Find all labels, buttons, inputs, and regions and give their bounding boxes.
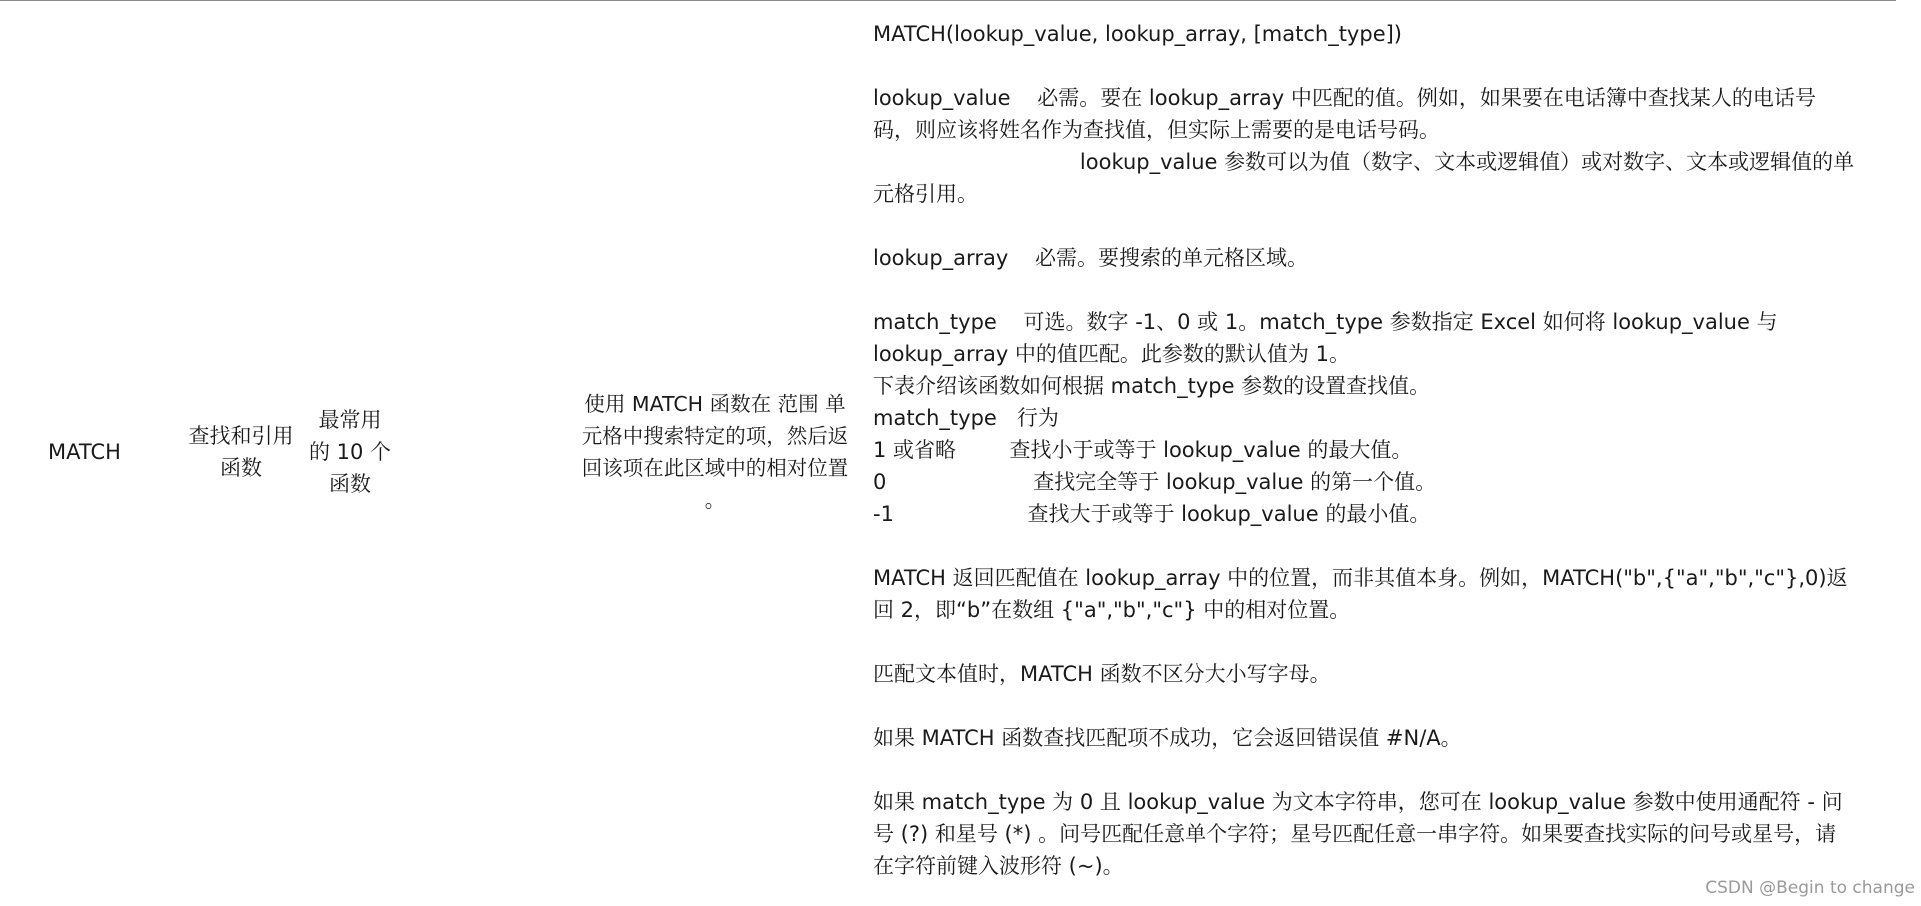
detail-line — [873, 50, 1891, 82]
category-cell — [182, 420, 300, 484]
detail-line: 下表介绍该函数如何根据 match_type 参数的设置查找值。 — [873, 374, 1431, 398]
tag-line: 的 10 个 — [308, 440, 392, 464]
detail-line: 匹配文本值时，MATCH 函数不区分大小写字母。 — [873, 662, 1331, 686]
detail-line: lookup_array 必需。要搜索的单元格区域。 — [873, 246, 1308, 270]
detail-line: 在字符前键入波形符 (~)。 — [873, 854, 1124, 878]
detail-line: 号 (?) 和星号 (*) 。问号匹配任意单个字符；星号匹配任意一串字符。如果要查找实际的问号或星号，请 — [873, 822, 1837, 846]
detail-line: MATCH 返回匹配值在 lookup_array 中的位置，而非其值本身。例如，MATCH("b",{"a","b","c"},0)返 — [873, 566, 1848, 590]
detail-line: lookup_array 中的值匹配。此参数的默认值为 1。 — [873, 342, 1350, 366]
detail-line: lookup_value 必需。要在 lookup_array 中匹配的值。例如，如果要在电话簿中查找某人的电话号 — [873, 86, 1816, 110]
detail-line: 如果 match_type 为 0 且 lookup_value 为文本字符串，您可在 lookup_value 参数中使用通配符 - 问 — [873, 790, 1843, 814]
summary-line: 使用 MATCH 函数在 范围 单 — [584, 392, 846, 416]
detail-line — [873, 274, 1891, 306]
table-top-border — [0, 0, 1896, 1]
category-line: 函数 — [220, 456, 262, 480]
tag-line: 最常用 — [318, 408, 382, 432]
match-type-table-row: -1 查找大于或等于 lookup_value 的最小值。 — [873, 502, 1431, 526]
category-line: 查找和引用 — [188, 424, 294, 448]
detail-line — [873, 754, 1891, 786]
function-name-cell: MATCH — [48, 440, 121, 464]
match-type-table-row: 0 查找完全等于 lookup_value 的第一个值。 — [873, 470, 1437, 494]
watermark: CSDN @Begin to change — [1705, 878, 1915, 898]
detail-line: 元格引用。 — [873, 182, 978, 206]
tag-cell — [304, 404, 396, 500]
tag-line: 函数 — [329, 472, 371, 496]
detail-cell — [873, 18, 1891, 882]
summary-cell — [566, 388, 864, 516]
summary-line: 回该项在此区域中的相对位置 — [581, 456, 849, 480]
detail-line — [873, 210, 1891, 242]
detail-syntax-line: MATCH(lookup_value, lookup_array, [match_type]) — [873, 22, 1402, 46]
detail-line — [873, 626, 1891, 658]
match-type-table-header: match_type 行为 — [873, 406, 1059, 430]
detail-line: 如果 MATCH 函数查找匹配项不成功，它会返回错误值 #N/A。 — [873, 726, 1462, 750]
match-type-table-row: 1 或省略 查找小于或等于 lookup_value 的最大值。 — [873, 438, 1413, 462]
detail-line: 码，则应该将姓名作为查找值，但实际上需要的是电话号码。 — [873, 118, 1440, 142]
summary-line: 。 — [704, 488, 726, 512]
detail-line — [873, 690, 1891, 722]
summary-line: 元格中搜索特定的项，然后返 — [581, 424, 849, 448]
detail-line: lookup_value 参数可以为值（数字、文本或逻辑值）或对数字、文本或逻辑值的单 — [873, 150, 1855, 174]
detail-line — [873, 530, 1891, 562]
detail-line: match_type 可选。数字 -1、0 或 1。match_type 参数指定 Excel 如何将 lookup_value 与 — [873, 310, 1778, 334]
detail-line: 回 2，即“b”在数组 {"a","b","c"} 中的相对位置。 — [873, 598, 1351, 622]
